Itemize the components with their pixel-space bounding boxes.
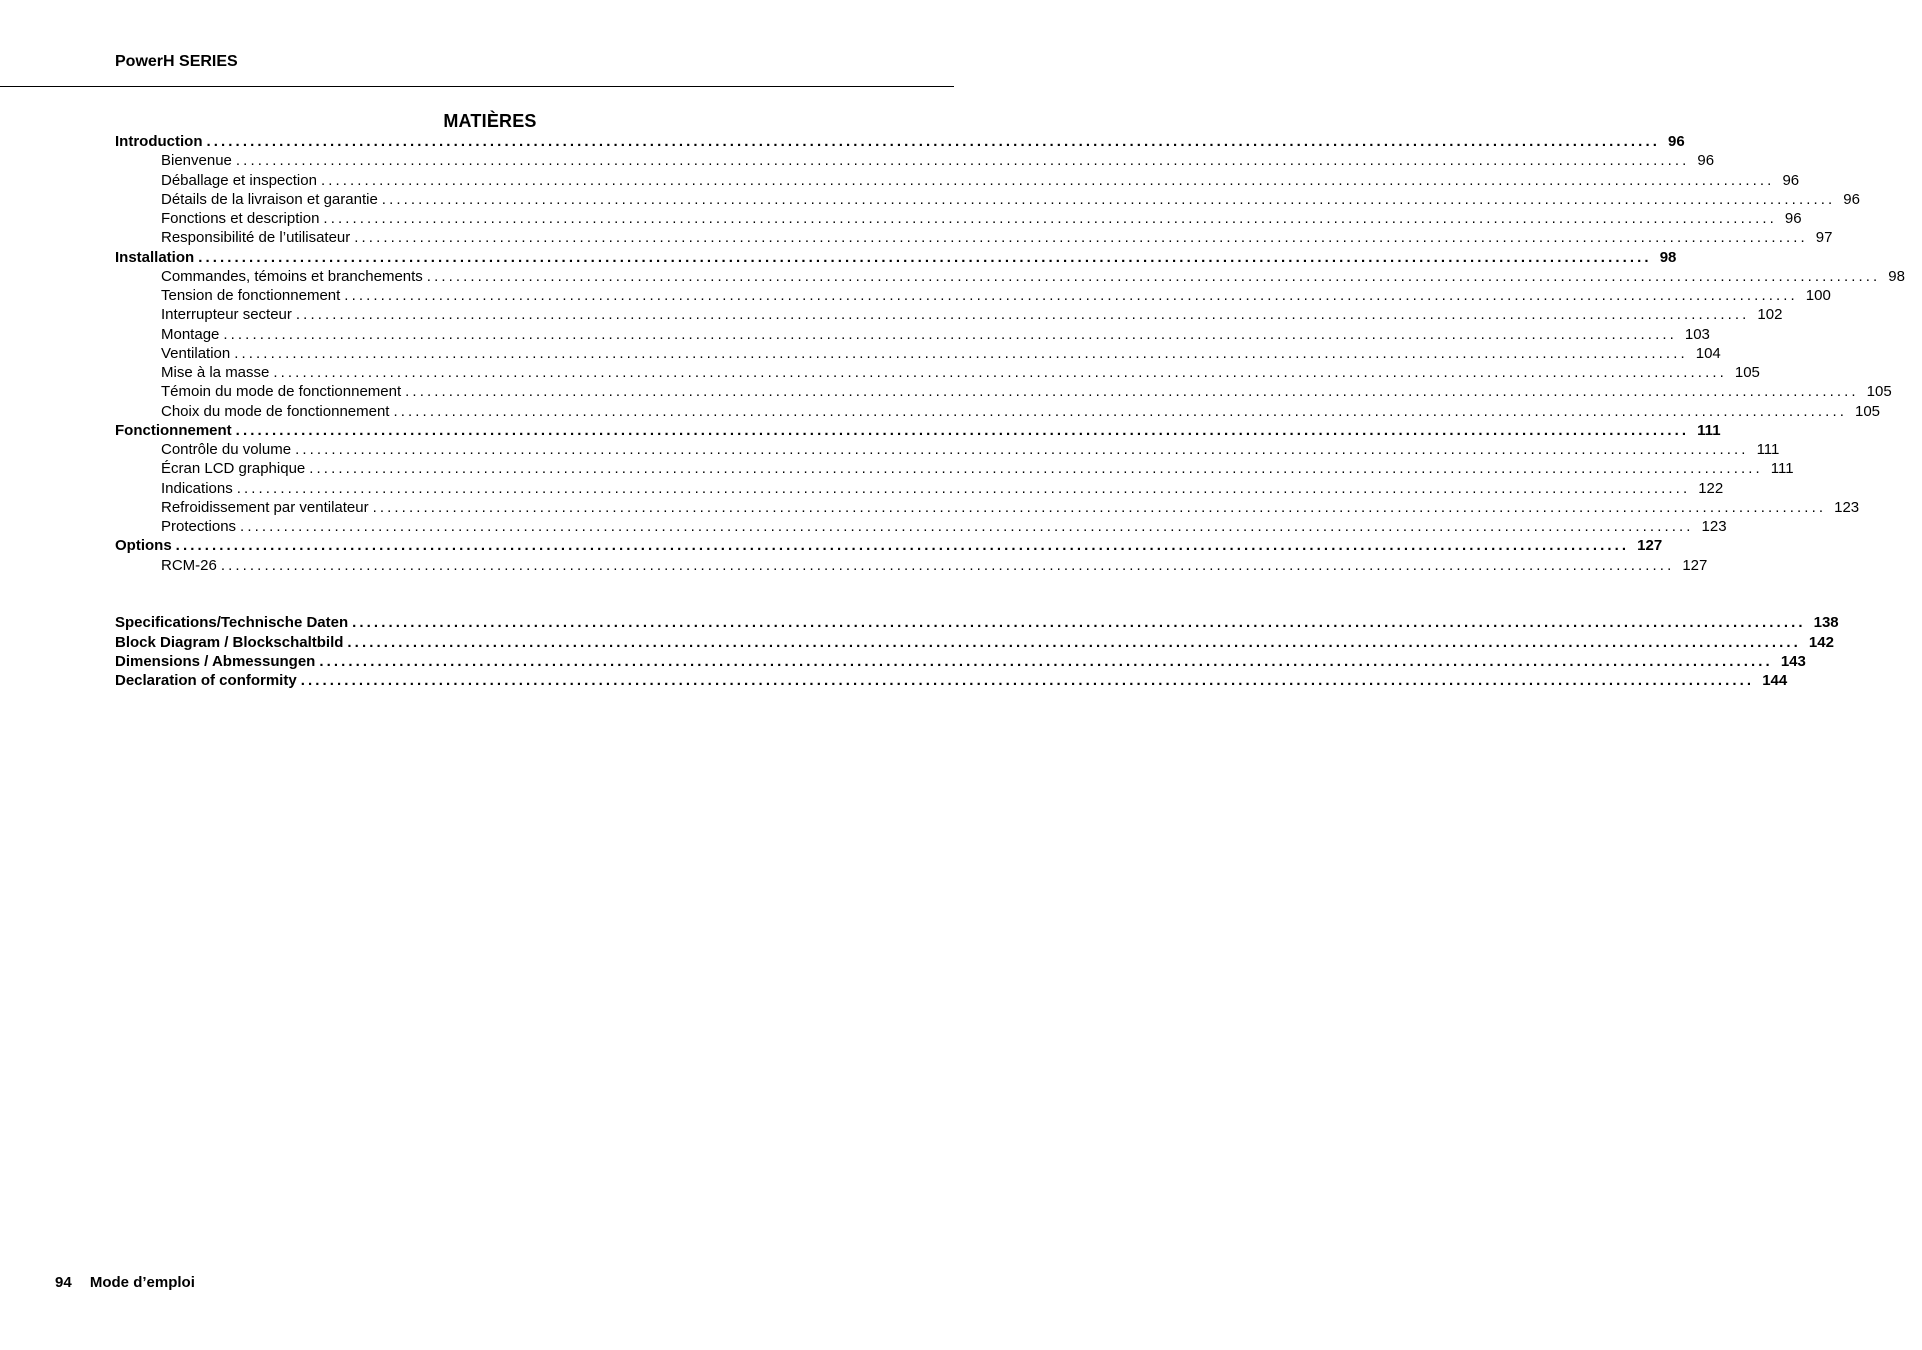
toc-dot-leader: ........................................................................................................................................................................................................ <box>344 287 1798 304</box>
toc-entry-page: 138 <box>1813 614 1839 632</box>
toc-entry-label: Commandes, témoins et branchements <box>161 267 423 285</box>
toc-entry-label: Témoin du mode de fonctionnement <box>161 383 402 401</box>
toc-entry-label: Indications <box>161 479 233 497</box>
toc-entry-page: 105 <box>1854 402 1881 420</box>
toc-entry-label: Declaration of conformity <box>115 672 297 689</box>
toc-dot-leader: ........................................................................................................................................................................................................ <box>234 344 1688 362</box>
toc-entry-label: Montage <box>161 325 220 343</box>
toc-dot-leader: ........................................................................................................................................................................................................ <box>405 383 1859 401</box>
toc-entry-sub[interactable] <box>115 286 1831 305</box>
toc-entry-page: 104 <box>1695 344 1721 362</box>
toc-entry-page: 122 <box>1698 479 1724 497</box>
toc-dot-leader: ........................................................................................................................................................................................................ <box>426 267 1881 285</box>
toc-entry-main[interactable] <box>115 633 1834 652</box>
toc-entry-label: Ventilation <box>161 344 231 362</box>
toc-entry-sub[interactable] <box>115 363 1760 382</box>
toc-entry-page: 123 <box>1701 518 1727 535</box>
toc-entry-label: Options <box>115 537 172 555</box>
toc-spacer <box>115 575 824 614</box>
toc-entry-page: 96 <box>1697 152 1715 170</box>
toc-entry-sub[interactable] <box>115 479 1724 498</box>
toc-entry-label: Choix du mode de fonctionnement <box>161 402 390 420</box>
toc-entry-page: 123 <box>1834 498 1860 516</box>
toc-dot-leader: ........................................................................................................................................................................................................ <box>295 441 1749 458</box>
toc-entry-main[interactable] <box>115 652 1806 671</box>
toc-entry-sub[interactable] <box>115 267 1905 286</box>
toc-title: MATIÈRES <box>443 111 537 131</box>
toc-entry-sub[interactable] <box>115 209 1802 228</box>
toc-dot-leader: ........................................................................................................................................................................................................ <box>295 306 1750 324</box>
toc-entry-label: Détails de la livraison et garantie <box>161 190 378 208</box>
toc-entry-sub[interactable] <box>115 556 1708 575</box>
toc-dot-leader: ........................................................................................................................................................................................................ <box>323 210 1777 227</box>
toc-entry-sub[interactable] <box>115 305 1783 324</box>
toc-entry-sub[interactable] <box>115 344 1721 363</box>
toc-entry-page: 103 <box>1684 325 1710 343</box>
toc-entry-label: Écran LCD graphique <box>161 460 306 478</box>
footer-page-number: 94 <box>55 1274 72 1291</box>
toc-entry-main[interactable] <box>115 536 1663 555</box>
toc-entry-main[interactable] <box>115 248 1677 267</box>
toc-entry-label: Tension de fonctionnement <box>161 287 341 304</box>
table-of-contents <box>115 132 1905 690</box>
toc-entry-label: Dimensions / Abmessungen <box>115 652 316 670</box>
toc-dot-leader: ........................................................................................................................................................................................................ <box>175 537 1630 555</box>
toc-entry-label: Responsibilité de l’utilisateur <box>161 229 351 247</box>
toc-entry-sub[interactable] <box>115 171 1800 190</box>
toc-entry-sub[interactable] <box>115 190 1860 209</box>
toc-dot-leader: ........................................................................................................................................................................................................ <box>319 652 1773 670</box>
toc-entry-page: 96 <box>1843 190 1860 208</box>
toc-entry-page: 97 <box>1815 229 1833 247</box>
toc-dot-leader: ........................................................................................................................................................................................................ <box>309 460 1763 478</box>
toc-dot-leader: ........................................................................................................................................................................................................ <box>320 171 1775 189</box>
toc-entry-sub[interactable] <box>115 517 1727 536</box>
toc-dot-leader: ........................................................................................................................................................................................................ <box>393 402 1847 420</box>
toc-entry-sub[interactable] <box>115 440 1780 459</box>
toc-entry-label: Déballage et inspection <box>161 171 317 189</box>
toc-entry-page: 105 <box>1866 383 1892 401</box>
toc-entry-label: Fonctions et description <box>161 210 320 227</box>
toc-entry-label: Fonctionnement <box>115 421 232 439</box>
toc-entry-page: 111 <box>1770 460 1794 478</box>
toc-dot-leader: ........................................................................................................................................................................................................ <box>236 479 1691 497</box>
toc-dot-leader: ........................................................................................................................................................................................................ <box>352 614 1806 632</box>
toc-entry-page: 142 <box>1808 633 1834 651</box>
toc-entry-page: 98 <box>1659 248 1677 266</box>
toc-dot-leader: ........................................................................................................................................................................................................ <box>223 325 1677 343</box>
toc-entry-label: RCM-26 <box>161 556 217 574</box>
toc-entry-page: 96 <box>1667 133 1685 150</box>
toc-entry-label: Bienvenue <box>161 152 232 170</box>
toc-entry-sub[interactable] <box>115 382 1892 401</box>
toc-entry-label: Introduction <box>115 133 203 150</box>
toc-entry-main[interactable] <box>115 421 1721 440</box>
toc-dot-leader: ........................................................................................................................................................................................................ <box>354 229 1808 247</box>
toc-entry-main[interactable] <box>115 132 1685 151</box>
toc-entry-main[interactable] <box>115 613 1839 632</box>
toc-entry-page: 98 <box>1888 267 1905 285</box>
toc-entry-sub[interactable] <box>115 402 1881 421</box>
footer <box>55 1274 195 1291</box>
header-rule <box>0 86 954 87</box>
toc-entry-label: Protections <box>161 518 237 535</box>
toc-entry-label: Contrôle du volume <box>161 441 292 458</box>
toc-entry-sub[interactable] <box>115 151 1715 170</box>
toc-dot-leader: ........................................................................................................................................................................................................ <box>240 518 1694 535</box>
toc-entry-page: 96 <box>1784 210 1802 227</box>
toc-dot-leader: ........................................................................................................................................................................................................ <box>220 556 1675 574</box>
toc-entry-page: 111 <box>1756 441 1780 458</box>
toc-entry-label: Specifications/Technische Daten <box>115 614 349 632</box>
toc-entry-page: 127 <box>1682 556 1708 574</box>
toc-entry-sub[interactable] <box>115 498 1860 517</box>
toc-entry-label: Interrupteur secteur <box>161 306 292 324</box>
toc-entry-sub[interactable] <box>115 228 1833 247</box>
toc-dot-leader: ........................................................................................................................................................................................................ <box>347 633 1801 651</box>
toc-dot-leader: ........................................................................................................................................................................................................ <box>273 364 1727 381</box>
toc-entry-page: 111 <box>1697 421 1721 439</box>
footer-label: Mode d’emploi <box>89 1274 195 1291</box>
toc-entry-page: 144 <box>1762 672 1788 689</box>
toc-entry-sub[interactable] <box>115 325 1710 344</box>
toc-entry-page: 105 <box>1734 364 1760 381</box>
toc-dot-leader: ........................................................................................................................................................................................................ <box>300 672 1755 689</box>
header-series-title: PowerH SERIES <box>115 53 238 70</box>
toc-entry-label: Refroidissement par ventilateur <box>161 498 369 516</box>
toc-dot-leader: ........................................................................................................................................................................................................ <box>372 498 1827 516</box>
toc-entry-sub[interactable] <box>115 459 1794 478</box>
toc-entry-label: Mise à la masse <box>161 364 270 381</box>
toc-entry-page: 100 <box>1805 287 1831 304</box>
toc-dot-leader: ........................................................................................................................................................................................................ <box>198 248 1652 266</box>
toc-dot-leader: ........................................................................................................................................................................................................ <box>206 133 1660 150</box>
toc-entry-page: 96 <box>1782 171 1800 189</box>
toc-entry-label: Installation <box>115 248 195 266</box>
toc-entry-label: Block Diagram / Blockschaltbild <box>115 633 344 651</box>
toc-entry-page: 102 <box>1757 306 1783 324</box>
toc-dot-leader: ........................................................................................................................................................................................................ <box>235 152 1690 170</box>
toc-entry-page: 127 <box>1637 537 1663 555</box>
toc-entry-page: 143 <box>1780 652 1806 670</box>
toc-dot-leader: ........................................................................................................................................................................................................ <box>381 190 1836 208</box>
toc-entry-main[interactable] <box>115 671 1788 690</box>
toc-dot-leader: ........................................................................................................................................................................................................ <box>235 421 1690 439</box>
